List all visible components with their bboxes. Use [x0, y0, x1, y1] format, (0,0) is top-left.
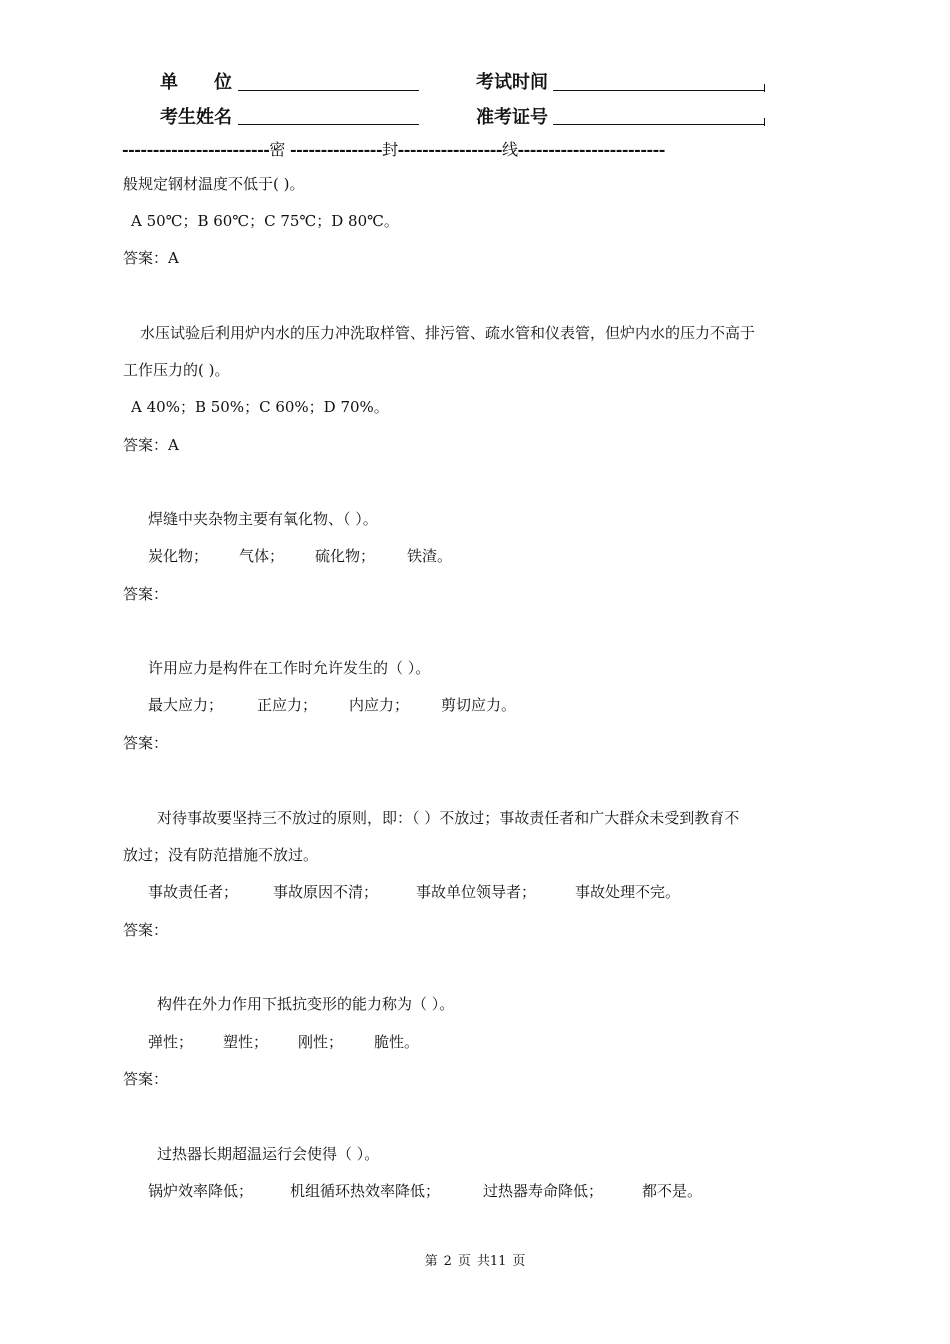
question-3-option-b: 气体；	[239, 547, 285, 565]
exam-time-field[interactable]	[553, 90, 764, 91]
question-4-text: 许用应力是构件在工作时允许发生的（ ）。	[148, 659, 431, 677]
question-4-option-d: 剪切应力。	[441, 696, 517, 714]
question-2-options: A 40%；B 50%；C 60%；D 70%。	[131, 398, 389, 416]
question-7-option-b: 机组循环热效率降低；	[290, 1182, 441, 1200]
seal-feng: 封	[382, 140, 398, 159]
seal-mi: 密	[269, 140, 285, 159]
question-5-text-cont: 放过；没有防范措施不放过。	[123, 846, 319, 864]
footer-page-number: 2	[443, 1254, 452, 1269]
question-7-option-d: 都不是。	[642, 1182, 703, 1200]
unit-label: 单 位	[160, 72, 232, 93]
question-1-answer: 答案：A	[123, 249, 179, 267]
ticket-field[interactable]	[553, 124, 764, 125]
question-5-option-c: 事故单位领导者；	[416, 883, 537, 901]
question-5-text: 对待事故要坚持三不放过的原则，即：（ ）不放过；事故责任者和广大群众未受到教育不	[157, 809, 740, 827]
question-4-option-b: 正应力；	[257, 696, 318, 714]
question-5-option-a: 事故责任者；	[148, 883, 239, 901]
footer-di: 第	[424, 1254, 438, 1269]
question-4-option-a: 最大应力；	[148, 696, 224, 714]
question-2-answer: 答案：A	[123, 436, 179, 454]
question-2-text: 水压试验后利用炉内水的压力冲洗取样管、排污管、疏水管和仪表管，但炉内水的压力不高于	[140, 324, 756, 342]
question-6-option-c: 刚性；	[298, 1033, 344, 1051]
question-6-text: 构件在外力作用下抵抗变形的能力称为（ ）。	[157, 995, 455, 1013]
question-7-option-c: 过热器寿命降低；	[483, 1182, 604, 1200]
footer-total: 共11	[476, 1254, 507, 1269]
name-label: 考生姓名	[160, 107, 232, 128]
seal-dashes: ---------------	[289, 140, 383, 159]
question-1-text: 般规定钢材温度不低于( )。	[123, 175, 305, 193]
question-3-option-c: 硫化物；	[315, 547, 376, 565]
question-5-option-d: 事故处理不完。	[575, 883, 681, 901]
page-footer	[0, 1250, 950, 1269]
question-1-options: A 50℃；B 60℃；C 75℃；D 80℃。	[131, 212, 399, 230]
unit-field[interactable]	[238, 90, 419, 91]
question-6-option-b: 塑性；	[223, 1033, 269, 1051]
seal-line	[122, 137, 822, 161]
seal-dashes: ------------------------	[122, 140, 270, 159]
question-7-text: 过热器长期超温运行会使得（ ）。	[157, 1145, 380, 1163]
question-2-text-cont: 工作压力的( )。	[123, 361, 230, 379]
seal-dashes: ------------------------	[517, 140, 665, 159]
question-6-option-a: 弹性；	[148, 1033, 194, 1051]
question-4-option-c: 内应力；	[349, 696, 410, 714]
footer-ye: 页	[512, 1254, 526, 1269]
question-7-option-a: 锅炉效率降低；	[148, 1182, 254, 1200]
seal-dashes: -----------------	[397, 140, 502, 159]
question-6-option-d: 脆性。	[374, 1033, 420, 1051]
name-field[interactable]	[238, 124, 419, 125]
question-3-option-d: 铁渣。	[407, 547, 453, 565]
ticket-label: 准考证号	[476, 107, 548, 128]
question-3-text: 焊缝中夹杂物主要有氧化物、（ ）。	[148, 510, 378, 528]
field-end-tick	[764, 84, 765, 92]
question-3-option-a: 炭化物；	[148, 547, 209, 565]
question-5-option-b: 事故原因不清；	[273, 883, 379, 901]
question-4-answer: 答案：	[123, 734, 169, 752]
question-6-answer: 答案：	[123, 1070, 169, 1088]
exam-time-label: 考试时间	[476, 72, 548, 93]
footer-ye: 页	[457, 1254, 471, 1269]
question-3-answer: 答案：	[123, 585, 169, 603]
field-end-tick	[764, 118, 765, 126]
question-5-answer: 答案：	[123, 921, 169, 939]
seal-xian: 线	[501, 140, 518, 159]
